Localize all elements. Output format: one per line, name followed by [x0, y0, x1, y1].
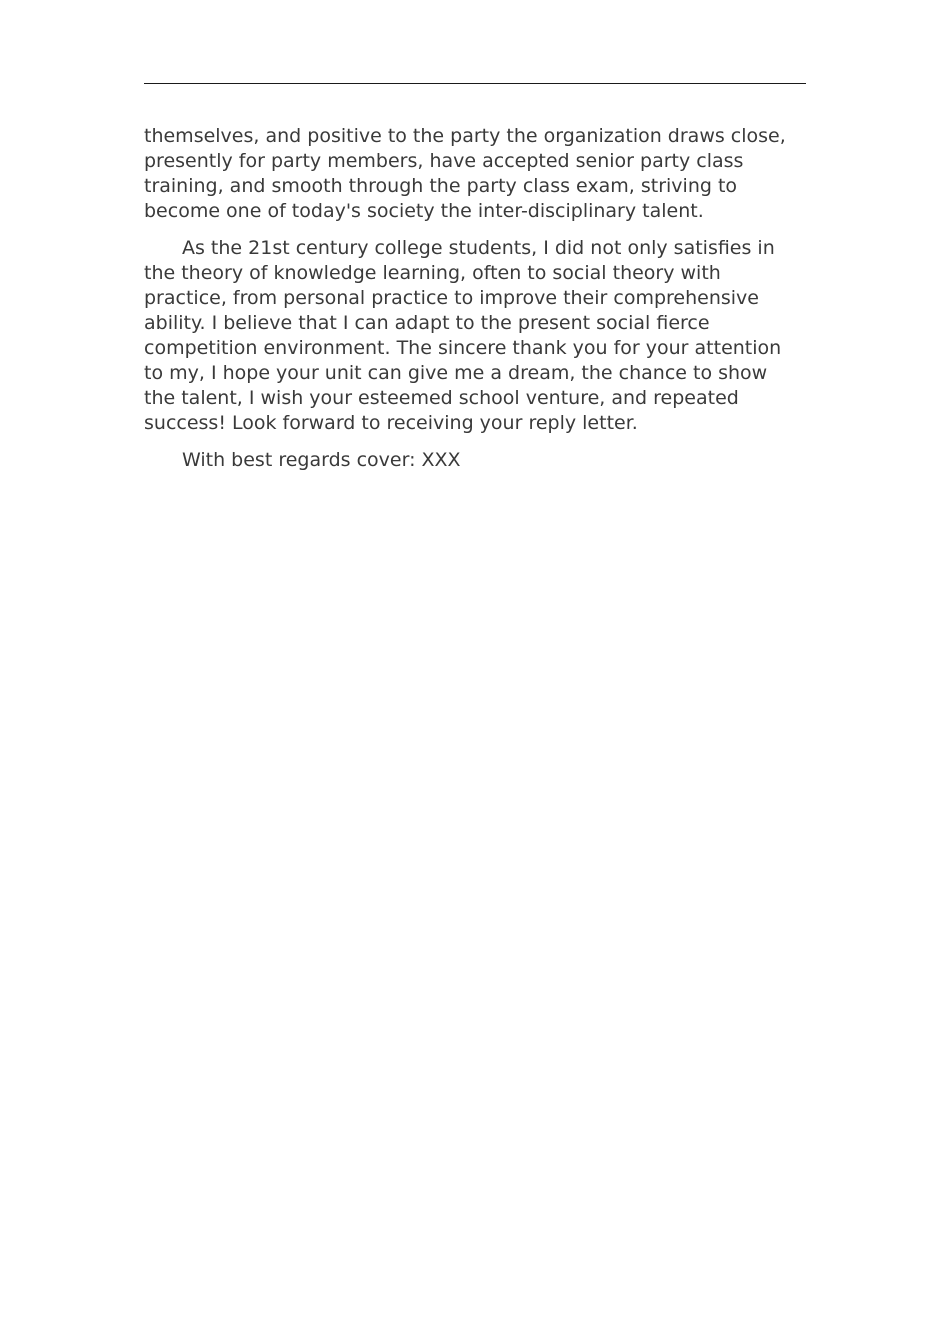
paragraph-continuation: themselves, and positive to the party the organization draws close, presently for party members, have accepted senior party class training, and smooth through the party class exam, striving to become one of today's society the inter-disciplinary talent.	[144, 125, 786, 222]
letter-body	[144, 124, 806, 485]
header-divider	[144, 83, 806, 84]
signature-line: With best regards cover: XXX	[182, 449, 461, 471]
paragraph-closing-statement: As the 21st century college students, I did not only satisfies in the theory of knowledge learning, often to social theory with practice, from personal practice to improve their comprehensive ability. I believe that I can adapt to the present social fierce competition environment. The sincere thank you for your attention to my, I hope your unit can give me a dream, the chance to show the talent, I wish your esteemed school venture, and repeated success! Look forward to receiving your reply letter.	[144, 237, 782, 434]
